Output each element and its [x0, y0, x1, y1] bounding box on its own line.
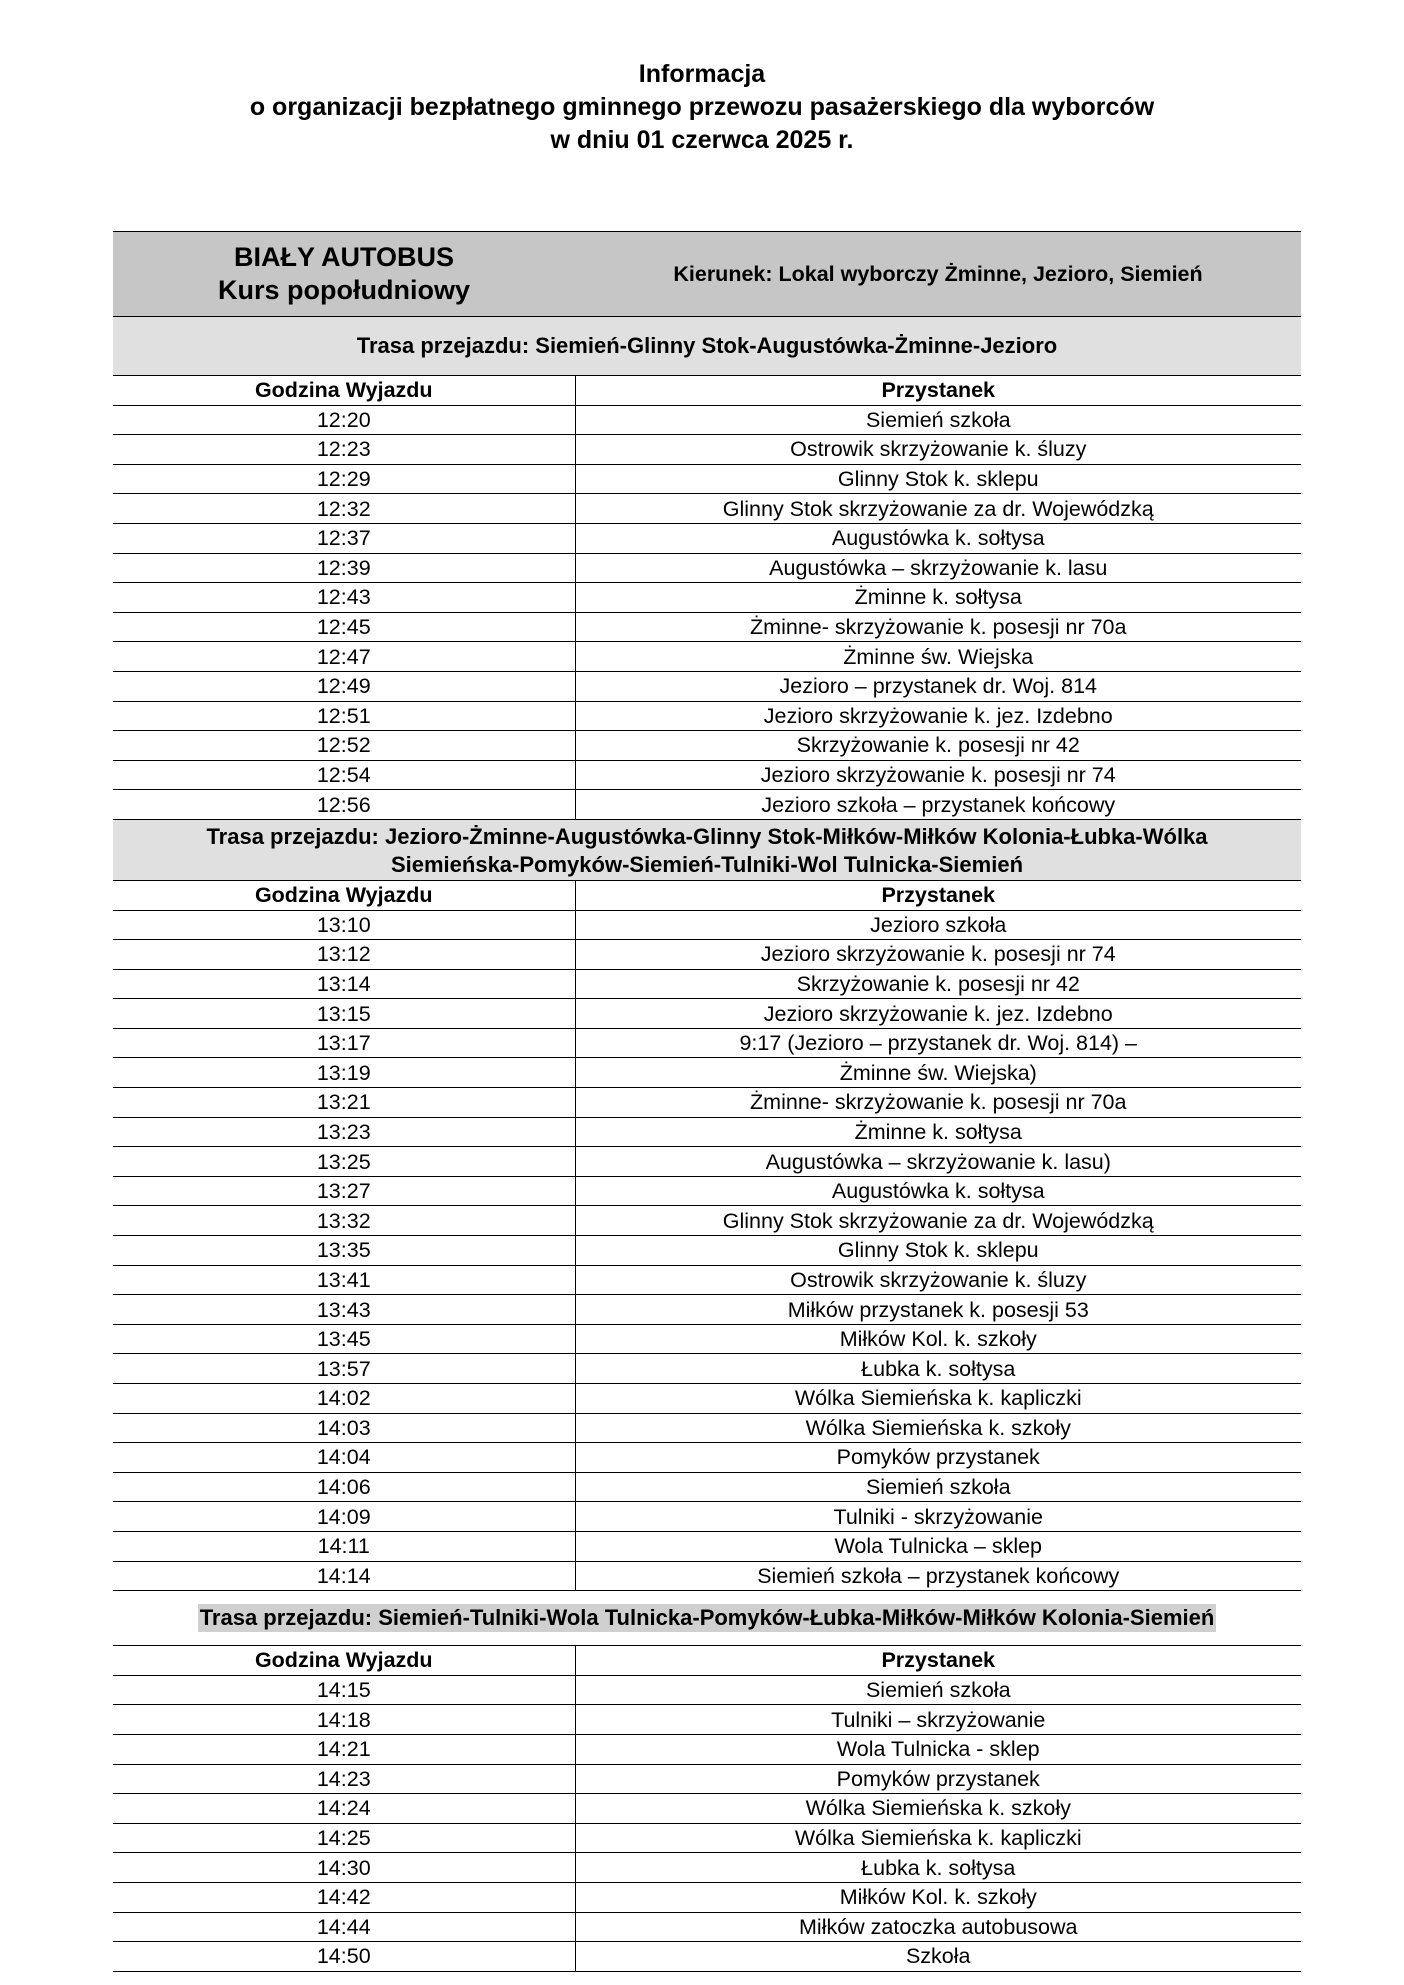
departure-time: 12:32 — [113, 494, 575, 524]
departure-time: 13:19 — [113, 1058, 575, 1088]
table-row — [113, 1058, 1301, 1088]
stop-name: Miłków przystanek k. posesji 53 — [575, 1295, 1301, 1325]
table-row — [113, 731, 1301, 761]
departure-time: 13:35 — [113, 1236, 575, 1266]
departure-time: 14:18 — [113, 1705, 575, 1735]
table-row — [113, 1413, 1301, 1443]
table-row — [113, 1734, 1301, 1764]
bus-header — [113, 231, 1301, 317]
stop-name: Wólka Siemieńska k. szkoły — [575, 1794, 1301, 1824]
departure-time: 12:51 — [113, 701, 575, 731]
table-row — [113, 1823, 1301, 1853]
departure-time: 12:49 — [113, 671, 575, 701]
stop-name: Żminne- skrzyżowanie k. posesji nr 70a — [575, 612, 1301, 642]
stop-name: Siemień szkoła — [575, 405, 1301, 435]
departure-time: 14:44 — [113, 1912, 575, 1942]
stop-name: Żminne św. Wiejska) — [575, 1058, 1301, 1088]
table-row — [113, 1561, 1301, 1591]
stop-name: Jezioro skrzyżowanie k. jez. Izdebno — [575, 701, 1301, 731]
stop-name: Tulniki - skrzyżowanie — [575, 1502, 1301, 1532]
table-row — [113, 1176, 1301, 1206]
route-1-table — [113, 376, 1301, 820]
departure-time: 14:23 — [113, 1764, 575, 1794]
table-row — [113, 701, 1301, 731]
stop-name: Łubka k. sołtysa — [575, 1853, 1301, 1883]
departure-time: 12:23 — [113, 435, 575, 465]
departure-time: 13:43 — [113, 1295, 575, 1325]
column-header-row — [113, 1646, 1301, 1675]
stop-name: Siemień szkoła — [575, 1472, 1301, 1502]
table-row — [113, 1265, 1301, 1295]
stop-name: Jezioro skrzyżowanie k. posesji nr 74 — [575, 760, 1301, 790]
stop-name: Jezioro skrzyżowanie k. jez. Izdebno — [575, 999, 1301, 1029]
table-row — [113, 1088, 1301, 1118]
departure-time: 14:50 — [113, 1942, 575, 1972]
table-row — [113, 1882, 1301, 1912]
route-2-label-line-2: Siemieńska-Pomyków-Siemień-Tulniki-Wol Tulnicka-Siemień — [390, 851, 1024, 877]
column-header-time: Godzina Wyjazdu — [113, 881, 575, 910]
departure-time: 12:56 — [113, 790, 575, 820]
route-2-label-line-1: Trasa przejazdu: Jezioro-Żminne-Augustówka-Glinny Stok-Miłków-Miłków Kolonia-Łubka-Wólka — [206, 823, 1208, 849]
table-row — [113, 1147, 1301, 1177]
departure-time: 14:09 — [113, 1502, 575, 1532]
table-row — [113, 1472, 1301, 1502]
table-row — [113, 1236, 1301, 1266]
departure-time: 13:17 — [113, 1028, 575, 1058]
stop-name: Wola Tulnicka - sklep — [575, 1734, 1301, 1764]
departure-time: 14:15 — [113, 1675, 575, 1705]
table-row — [113, 435, 1301, 465]
route-2-body — [113, 881, 1301, 1591]
stop-name: Wólka Siemieńska k. kapliczki — [575, 1823, 1301, 1853]
table-row — [113, 940, 1301, 970]
departure-time: 14:03 — [113, 1413, 575, 1443]
table-row — [113, 642, 1301, 672]
bus-course: Kurs popołudniowy — [218, 275, 470, 305]
table-row — [113, 1117, 1301, 1147]
table-row — [113, 1502, 1301, 1532]
departure-time: 13:12 — [113, 940, 575, 970]
column-header-stop: Przystanek — [575, 1646, 1301, 1675]
stop-name: Pomyków przystanek — [575, 1764, 1301, 1794]
stop-name: Szkoła — [575, 1942, 1301, 1972]
table-row — [113, 760, 1301, 790]
table-row — [113, 612, 1301, 642]
route-3-body — [113, 1646, 1301, 1971]
departure-time: 14:11 — [113, 1531, 575, 1561]
column-header-time: Godzina Wyjazdu — [113, 1646, 575, 1675]
stop-name: Łubka k. sołtysa — [575, 1354, 1301, 1384]
stop-name: Wólka Siemieńska k. kapliczki — [575, 1384, 1301, 1414]
departure-time: 13:25 — [113, 1147, 575, 1177]
table-row — [113, 1028, 1301, 1058]
departure-time: 12:39 — [113, 553, 575, 583]
column-header-time: Godzina Wyjazdu — [113, 376, 575, 405]
table-row — [113, 969, 1301, 999]
table-row — [113, 1912, 1301, 1942]
departure-time: 12:20 — [113, 405, 575, 435]
table-row — [113, 1206, 1301, 1236]
departure-time: 14:25 — [113, 1823, 575, 1853]
stop-name: Miłków zatoczka autobusowa — [575, 1912, 1301, 1942]
stop-name: Żminne- skrzyżowanie k. posesji nr 70a — [575, 1088, 1301, 1118]
title-line-3: w dniu 01 czerwca 2025 r. — [550, 126, 854, 154]
stop-name: Miłków Kol. k. szkoły — [575, 1324, 1301, 1354]
stop-name: Jezioro szkoła – przystanek końcowy — [575, 790, 1301, 820]
title-line-2: o organizacji bezpłatnego gminnego przewozu pasażerskiego dla wyborców — [249, 93, 1155, 121]
departure-time: 14:04 — [113, 1443, 575, 1473]
stop-name: Żminne k. sołtysa — [575, 1117, 1301, 1147]
title-line-1: Informacja — [638, 60, 766, 88]
stop-name: Żminne k. sołtysa — [575, 583, 1301, 613]
stop-name: Glinny Stok k. sklepu — [575, 464, 1301, 494]
departure-time: 12:52 — [113, 731, 575, 761]
route-3-table — [113, 1646, 1301, 1972]
departure-time: 13:15 — [113, 999, 575, 1029]
table-row — [113, 1794, 1301, 1824]
column-header-stop: Przystanek — [575, 376, 1301, 405]
departure-time: 13:21 — [113, 1088, 575, 1118]
route-2-table — [113, 881, 1301, 1591]
table-row — [113, 523, 1301, 553]
table-row — [113, 405, 1301, 435]
stop-name: Augustówka – skrzyżowanie k. lasu — [575, 553, 1301, 583]
stop-name: Augustówka k. sołtysa — [575, 1176, 1301, 1206]
stop-name: Wola Tulnicka – sklep — [575, 1531, 1301, 1561]
stop-name: 9:17 (Jezioro – przystanek dr. Woj. 814) – — [575, 1028, 1301, 1058]
stop-name: Tulniki – skrzyżowanie — [575, 1705, 1301, 1735]
table-row — [113, 1354, 1301, 1384]
route-header-2 — [113, 820, 1301, 881]
departure-time: 13:45 — [113, 1324, 575, 1354]
table-row — [113, 1384, 1301, 1414]
departure-time: 12:37 — [113, 523, 575, 553]
stop-name: Miłków Kol. k. szkoły — [575, 1882, 1301, 1912]
table-row — [113, 910, 1301, 940]
stop-name: Wólka Siemieńska k. szkoły — [575, 1413, 1301, 1443]
table-row — [113, 583, 1301, 613]
departure-time: 13:41 — [113, 1265, 575, 1295]
departure-time: 13:23 — [113, 1117, 575, 1147]
document-title — [0, 58, 1404, 157]
stop-name: Skrzyżowanie k. posesji nr 42 — [575, 969, 1301, 999]
column-header-row — [113, 376, 1301, 405]
departure-time: 13:57 — [113, 1354, 575, 1384]
departure-time: 12:54 — [113, 760, 575, 790]
table-row — [113, 1675, 1301, 1705]
route-header-3 — [113, 1591, 1301, 1646]
departure-time: 13:32 — [113, 1206, 575, 1236]
departure-time: 13:10 — [113, 910, 575, 940]
stop-name: Glinny Stok skrzyżowanie za dr. Wojewódzką — [575, 494, 1301, 524]
departure-time: 14:30 — [113, 1853, 575, 1883]
table-row — [113, 1324, 1301, 1354]
departure-time: 12:29 — [113, 464, 575, 494]
stop-name: Pomyków przystanek — [575, 1443, 1301, 1473]
table-row — [113, 553, 1301, 583]
departure-time: 14:24 — [113, 1794, 575, 1824]
departure-time: 12:43 — [113, 583, 575, 613]
table-row — [113, 1443, 1301, 1473]
stop-name: Glinny Stok k. sklepu — [575, 1236, 1301, 1266]
table-row — [113, 1853, 1301, 1883]
stop-name: Ostrowik skrzyżowanie k. śluzy — [575, 435, 1301, 465]
departure-time: 13:14 — [113, 969, 575, 999]
departure-time: 12:45 — [113, 612, 575, 642]
stop-name: Siemień szkoła — [575, 1675, 1301, 1705]
table-row — [113, 1942, 1301, 1972]
stop-name: Augustówka – skrzyżowanie k. lasu) — [575, 1147, 1301, 1177]
departure-time: 12:47 — [113, 642, 575, 672]
stop-name: Jezioro skrzyżowanie k. posesji nr 74 — [575, 940, 1301, 970]
stop-name: Glinny Stok skrzyżowanie za dr. Wojewódzką — [575, 1206, 1301, 1236]
bus-direction: Kierunek: Lokal wyborczy Żminne, Jezioro, Siemień — [673, 261, 1203, 286]
stop-name: Żminne św. Wiejska — [575, 642, 1301, 672]
table-row — [113, 1764, 1301, 1794]
route-header-1 — [113, 317, 1301, 376]
bus-name: BIAŁY AUTOBUS — [233, 242, 455, 272]
schedule-sheet — [113, 231, 1301, 1972]
route-1-label: Trasa przejazdu: Siemień-Glinny Stok-Augustówka-Żminne-Jezioro — [356, 333, 1058, 358]
table-row — [113, 494, 1301, 524]
bus-info — [113, 241, 575, 307]
column-header-stop: Przystanek — [575, 881, 1301, 910]
table-row — [113, 1705, 1301, 1735]
departure-time: 14:14 — [113, 1561, 575, 1591]
stop-name: Augustówka k. sołtysa — [575, 523, 1301, 553]
table-row — [113, 790, 1301, 820]
stop-name: Ostrowik skrzyżowanie k. śluzy — [575, 1265, 1301, 1295]
departure-time: 14:06 — [113, 1472, 575, 1502]
departure-time: 14:02 — [113, 1384, 575, 1414]
stop-name: Jezioro – przystanek dr. Woj. 814 — [575, 671, 1301, 701]
column-header-row — [113, 881, 1301, 910]
table-row — [113, 671, 1301, 701]
stop-name: Jezioro szkoła — [575, 910, 1301, 940]
stop-name: Skrzyżowanie k. posesji nr 42 — [575, 731, 1301, 761]
route-1-body — [113, 376, 1301, 819]
departure-time: 14:42 — [113, 1882, 575, 1912]
table-row — [113, 464, 1301, 494]
departure-time: 14:21 — [113, 1734, 575, 1764]
table-row — [113, 1295, 1301, 1325]
route-3-label: Trasa przejazdu: Siemień-Tulniki-Wola Tulnicka-Pomyków-Łubka-Miłków-Miłków Kolonia-Siemień — [199, 1605, 1215, 1631]
table-row — [113, 1531, 1301, 1561]
stop-name: Siemień szkoła – przystanek końcowy — [575, 1561, 1301, 1591]
table-row — [113, 999, 1301, 1029]
departure-time: 13:27 — [113, 1176, 575, 1206]
